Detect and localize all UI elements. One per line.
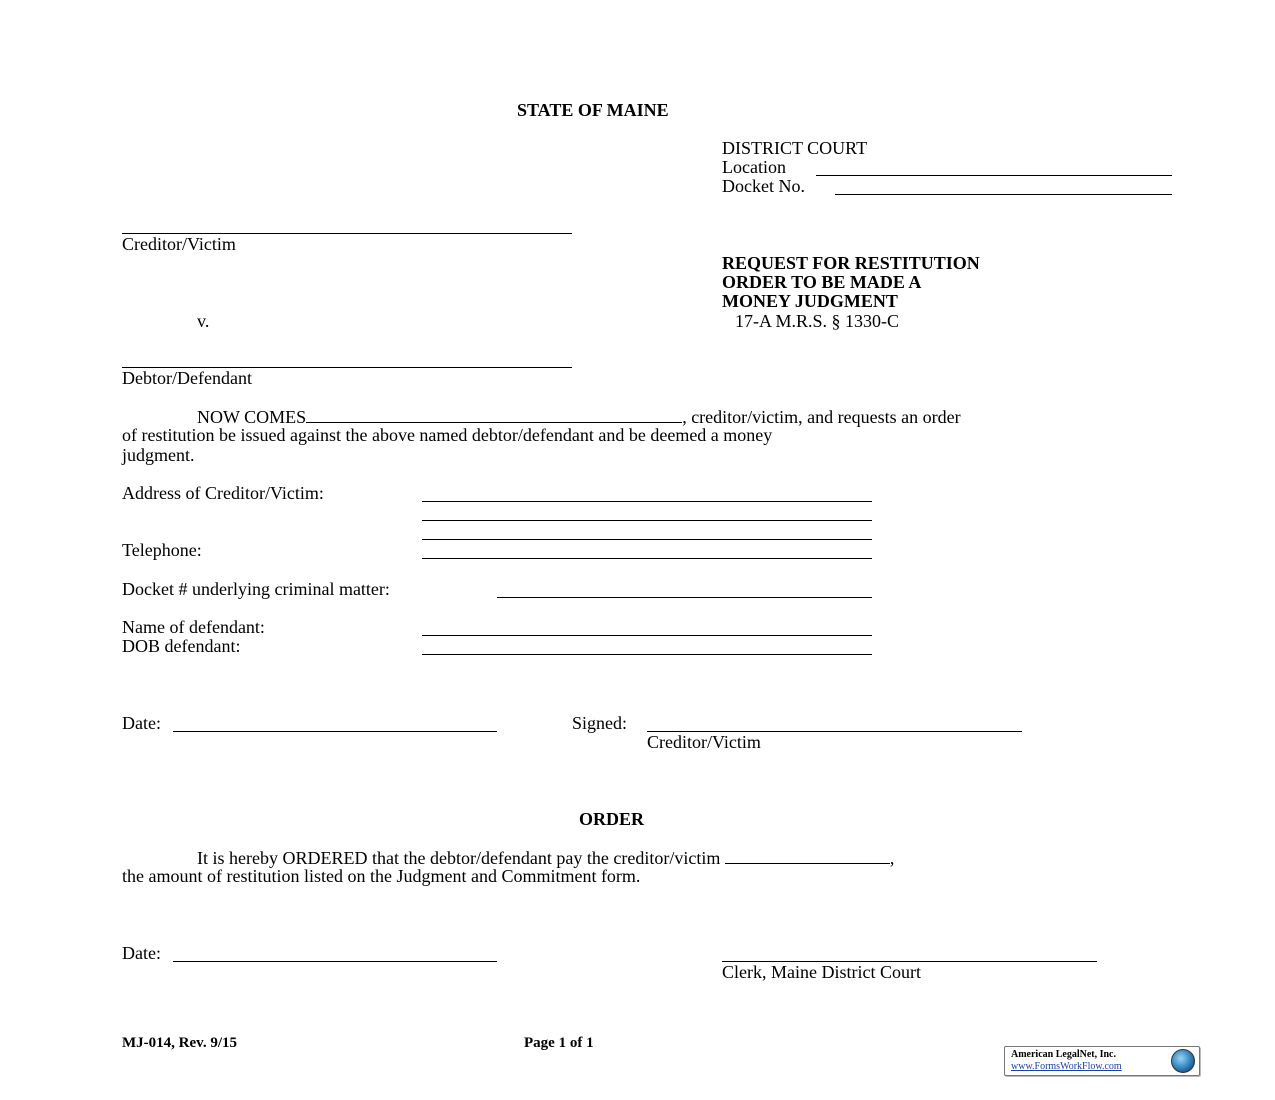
docket-label: Docket No. [722,176,805,196]
order-heading: ORDER [579,809,645,829]
logo-url-link[interactable]: www.FormsWorkFlow.com [1011,1061,1122,1072]
now-comes-line [197,407,961,427]
state-title: STATE OF MAINE [517,100,669,120]
logo-company-name: American LegalNet, Inc. [1011,1049,1116,1060]
docket-field[interactable] [835,194,1172,195]
americanlegalnet-logo[interactable] [1004,1046,1200,1076]
defendant-dob-field[interactable] [422,654,872,655]
order-creditor-field[interactable] [725,848,890,864]
location-field[interactable] [816,175,1172,176]
order-date-field[interactable] [173,961,497,962]
signed-label: Signed: [572,713,628,733]
signed-caption: Creditor/Victim [647,732,761,752]
order-date-label: Date: [122,943,161,963]
request-title-line-2: ORDER TO BE MADE A [722,272,922,292]
now-comes-tail: , creditor/victim, and requests an order [682,407,961,427]
location-label: Location [722,157,786,177]
creditor-name-field[interactable] [306,407,682,423]
order-line-2: the amount of restitution listed on the Judgment and Commitment form. [122,866,641,886]
date-label: Date: [122,713,161,733]
body-line-3: judgment. [122,445,195,465]
address-line-3[interactable] [422,539,872,540]
statute: 17-A M.R.S. § 1330-C [735,311,900,331]
defendant-name-label: Name of defendant: [122,617,265,637]
defendant-dob-label: DOB defendant: [122,636,241,656]
creditor-label: Creditor/Victim [122,234,236,254]
date-field[interactable] [173,731,497,732]
defendant-name-field[interactable] [422,635,872,636]
body-line-2: of restitution be issued against the above named debtor/defendant and be deemed a money [122,425,773,445]
request-title-line-3: MONEY JUDGMENT [722,291,898,311]
telephone-label: Telephone: [122,540,202,560]
address-line-2[interactable] [422,520,872,521]
debtor-label: Debtor/Defendant [122,368,252,388]
versus: v. [197,311,210,331]
order-line-1 [197,848,894,868]
globe-icon [1171,1049,1195,1073]
order-line-1-text: It is hereby ORDERED that the debtor/defendant pay the creditor/victim [197,848,721,868]
page-number: Page 1 of 1 [524,1035,594,1051]
now-comes: NOW COMES [197,407,307,427]
form-id: MJ-014, Rev. 9/15 [122,1035,237,1051]
order-line-1-tail: , [889,848,895,868]
docket-criminal-field[interactable] [497,597,872,598]
request-title-line-1: REQUEST FOR RESTITUTION [722,253,980,273]
court-name: DISTRICT COURT [722,138,868,158]
docket-criminal-label: Docket # underlying criminal matter: [122,579,390,599]
clerk-caption: Clerk, Maine District Court [722,962,921,982]
telephone-field[interactable] [422,558,872,559]
address-label: Address of Creditor/Victim: [122,483,324,503]
address-line-1[interactable] [422,501,872,502]
